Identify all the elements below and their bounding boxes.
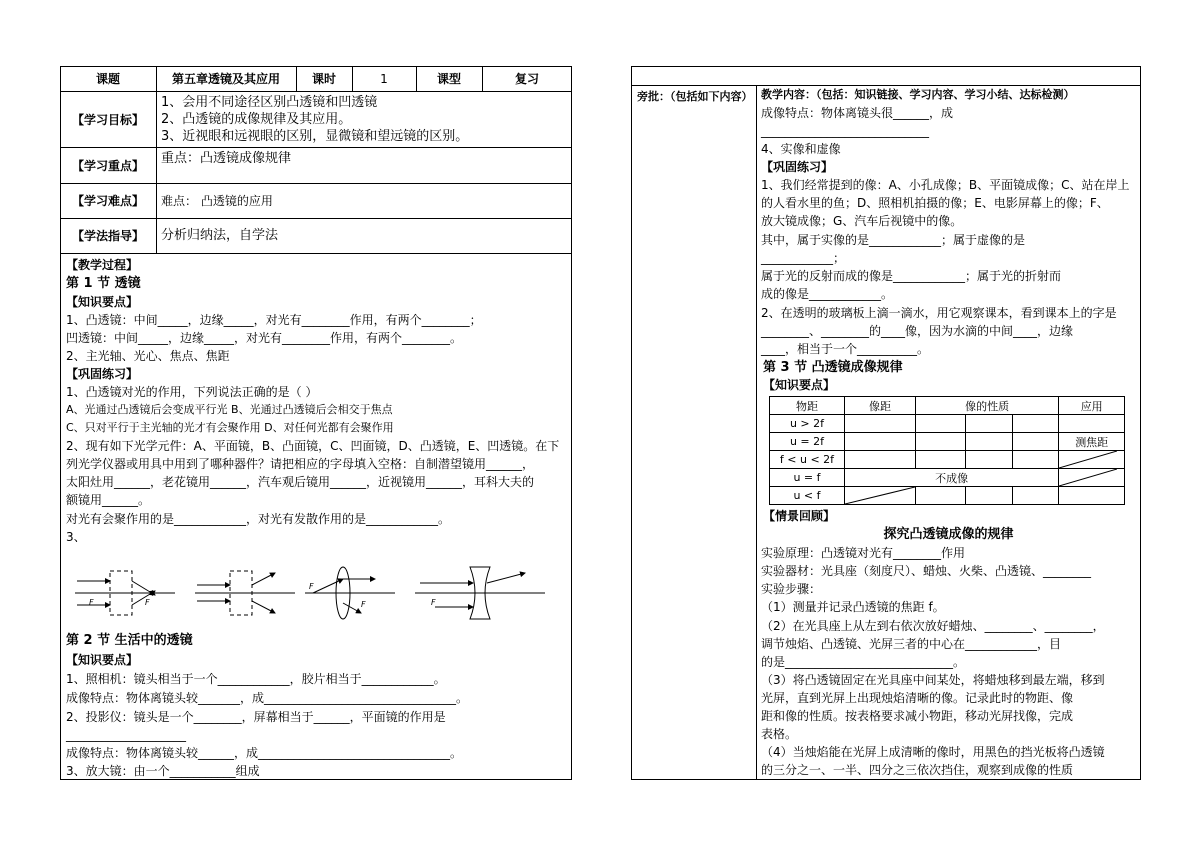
body-line: C、只对平行于主光轴的光才有会聚作用 D、对任何光都有会聚作用 [66, 421, 394, 434]
goal-line-3: 3、近视眼和远视眼的区别，显微镜和望远镜的区别。 [161, 129, 469, 144]
key-label: 【学习重点】 [71, 159, 144, 173]
body-line: 3、放大镜：由一个___________组成 [66, 764, 260, 778]
experiment-title: 探究凸透镜成像的规律 [883, 527, 1014, 542]
table-header-cell: 应用 [1059, 397, 1125, 415]
difficulty-text: 难点： 凸透镜的应用 [161, 194, 273, 208]
body-line: ____，相当于一个__________。 [761, 342, 930, 356]
imaging-rule-table [769, 396, 1125, 505]
table-row [770, 415, 1125, 433]
table-cell: u = f [770, 469, 845, 487]
difficulty-label: 【学习难点】 [71, 194, 144, 208]
goal-line-2: 2、凸透镜的成像规律及其应用。 [161, 112, 352, 127]
knowledge-title-3: 【知识要点】 [763, 378, 836, 392]
header-topic-label: 课题 [95, 72, 120, 86]
scene-review-title: 【情景回顾】 [763, 509, 836, 523]
body-line: 的人看水里的鱼；D、照相机拍摄的像；E、电影屏幕上的像；F、 [761, 196, 1109, 210]
body-line: ____________； [761, 251, 846, 265]
figure-1 [75, 571, 175, 615]
key-text: 重点：凸透镜成像规律 [161, 151, 292, 166]
body-line: A、光通过凸透镜后会变成平行光 B、光通过凸透镜后会相交于焦点 [66, 403, 393, 416]
body-line: 3、 [66, 530, 86, 544]
body-line: （1）测量并记录凸透镜的焦距 f。 [761, 600, 945, 614]
lens-ray-diagrams [75, 563, 555, 625]
body-line: 4、实像和虚像 [761, 142, 841, 156]
teaching-process-title: 【教学过程】 [66, 258, 139, 272]
body-line: 调节烛焰、凸透镜、光屏三者的中心在____________，目 [761, 637, 1062, 651]
table-header-row [770, 397, 1125, 415]
body-line: ____________________ [66, 728, 186, 742]
section-3-title: 第 3 节 凸透镜成像规律 [763, 360, 903, 375]
body-line: 2、在透明的玻璃板上滴一滴水，用它观察课本，看到课本上的字是 [761, 306, 1117, 320]
focus-label: F [431, 598, 436, 607]
header-period-value: 1 [380, 72, 388, 86]
figure-2 [195, 571, 295, 615]
table-cell: u = 2f [770, 433, 845, 451]
body-line: 凹透镜：中间_____，边缘_____，对光有________作用，有两个________。 [66, 331, 463, 345]
table-row [770, 451, 1125, 469]
body-line: 实验原理：凸透镜对光有________作用 [761, 546, 966, 560]
body-line: 放大镜成像；G、汽车后视镜中的像。 [761, 214, 963, 228]
body-line: 实验器材：光具座（刻度尺）、蜡烛、火柴、凸透镜、________ [761, 564, 1092, 578]
practice-title-2: 【巩固练习】 [761, 160, 834, 174]
section-1-title: 第 1 节 透镜 [66, 276, 141, 291]
table-cell: u > 2f [770, 415, 845, 433]
goal-line-1: 1、会用不同途径区别凸透镜和凹透镜 [161, 95, 378, 110]
table-row [770, 433, 1125, 451]
section-2-title: 第 2 节 生活中的透镜 [66, 633, 193, 648]
body-line: 太阳灶用______，老花镜用______，汽车观后镜用______，近视镜用______，耳科大夫的 [66, 475, 535, 489]
figure-4 [415, 567, 545, 619]
header-period-label: 课时 [311, 72, 336, 86]
table-cell: 不成像 [844, 469, 1058, 487]
body-line: 光屏，直到光屏上出现烛焰清晰的像。记录此时的物距、像 [761, 691, 1074, 705]
body-line: ________、________的____像，因为水滴的中间____，边缘 [761, 324, 1074, 338]
method-text: 分析归纳法，自学法 [161, 228, 279, 243]
body-line: 1、凸透镜对光的作用，下列说法正确的是（ ） [66, 385, 318, 399]
table-cell: f < u < 2f [770, 451, 845, 469]
goal-label: 【学习目标】 [71, 113, 144, 127]
body-line: 成的像是____________。 [761, 287, 894, 301]
figure-3 [305, 567, 395, 619]
body-line: 距和像的性质。按表格要求减小物距，移动光屏找像，完成 [761, 709, 1074, 723]
table-row [770, 469, 1125, 487]
table-header-cell: 像的性质 [915, 397, 1058, 415]
body-line: 表格。 [761, 727, 798, 741]
body-line: ____________________________ [761, 124, 929, 138]
body-line: （4）当烛焰能在光屏上成清晰的像时，用黑色的挡光板将凸透镜 [761, 745, 1105, 759]
focus-label: F [309, 582, 314, 591]
body-line: 2、主光轴、光心、焦点、焦距 [66, 349, 230, 363]
body-line: （2）在光具座上从左到右依次放好蜡烛、________、________， [761, 619, 1105, 633]
table-header-cell: 物距 [770, 397, 845, 415]
body-line: 对光有会聚作用的是____________，对光有发散作用的是____________。 [66, 512, 451, 526]
body-line: 1、我们经常提到的像：A、小孔成像；B、平面镜成像；C、站在岸上 [761, 178, 1130, 192]
focus-label: F [89, 598, 94, 607]
body-line: （3）将凸透镜固定在光具座中间某处，将蜡烛移到最左端，移到 [761, 673, 1105, 687]
knowledge-title-2: 【知识要点】 [66, 653, 139, 667]
table-header-cell: 像距 [844, 397, 915, 415]
header-type-value: 复习 [514, 72, 539, 86]
header-type-label: 课型 [436, 72, 461, 86]
body-line: 的三分之一、一半、四分之三依次挡住，观察到成像的性质 [761, 763, 1074, 777]
body-line: 2、现有如下光学元件：A、平面镜，B、凸面镜，C、凹面镜，D、凸透镜，E、凹透镜。在下 [66, 439, 560, 453]
table-cell: u < f [770, 487, 845, 505]
focus-label: F [361, 600, 366, 609]
body-line: 2、投影仪：镜头是一个________，屏幕相当于______，平面镜的作用是 [66, 710, 446, 724]
method-label: 【学法指导】 [71, 229, 144, 243]
body-line: 的是____________________________。 [761, 655, 966, 669]
knowledge-title-1: 【知识要点】 [66, 295, 139, 309]
body-line: 属于光的反射而成的像是____________；属于光的折射而 [761, 269, 1062, 283]
table-row [770, 487, 1125, 505]
body-line: 1、凸透镜：中间_____，边缘_____，对光有________作用，有两个________； [66, 313, 482, 327]
body-line: 列光学仪器或用具中用到了哪种器件？请把相应的字母填入空格：自制潜望镜用______， [66, 457, 535, 471]
body-line: 其中，属于实像的是____________；属于虚像的是 [761, 233, 1026, 247]
side-note: 旁批：（包括如下内容） [637, 90, 753, 103]
focus-label: F [145, 598, 150, 607]
body-line: 成像特点：物体离镜头较_______，成________________________________。 [66, 691, 469, 705]
content-header: 教学内容：（包括：知识链接、学习内容、学习小结、达标检测） [761, 88, 1075, 101]
body-line: 成像特点：物体离镜头很______，成 [761, 106, 954, 120]
header-topic-value: 第五章透镜及其应用 [171, 72, 280, 86]
body-line: 1、照相机：镜头相当于一个____________，胶片相当于____________。 [66, 672, 446, 686]
table-cell: 测焦距 [1059, 433, 1125, 451]
practice-title-1: 【巩固练习】 [66, 367, 139, 381]
body-line: 实验步骤： [761, 582, 822, 596]
body-line: 额镜用______。 [66, 493, 151, 507]
body-line: 成像特点：物体离镜头较______，成________________________________。 [66, 746, 463, 760]
